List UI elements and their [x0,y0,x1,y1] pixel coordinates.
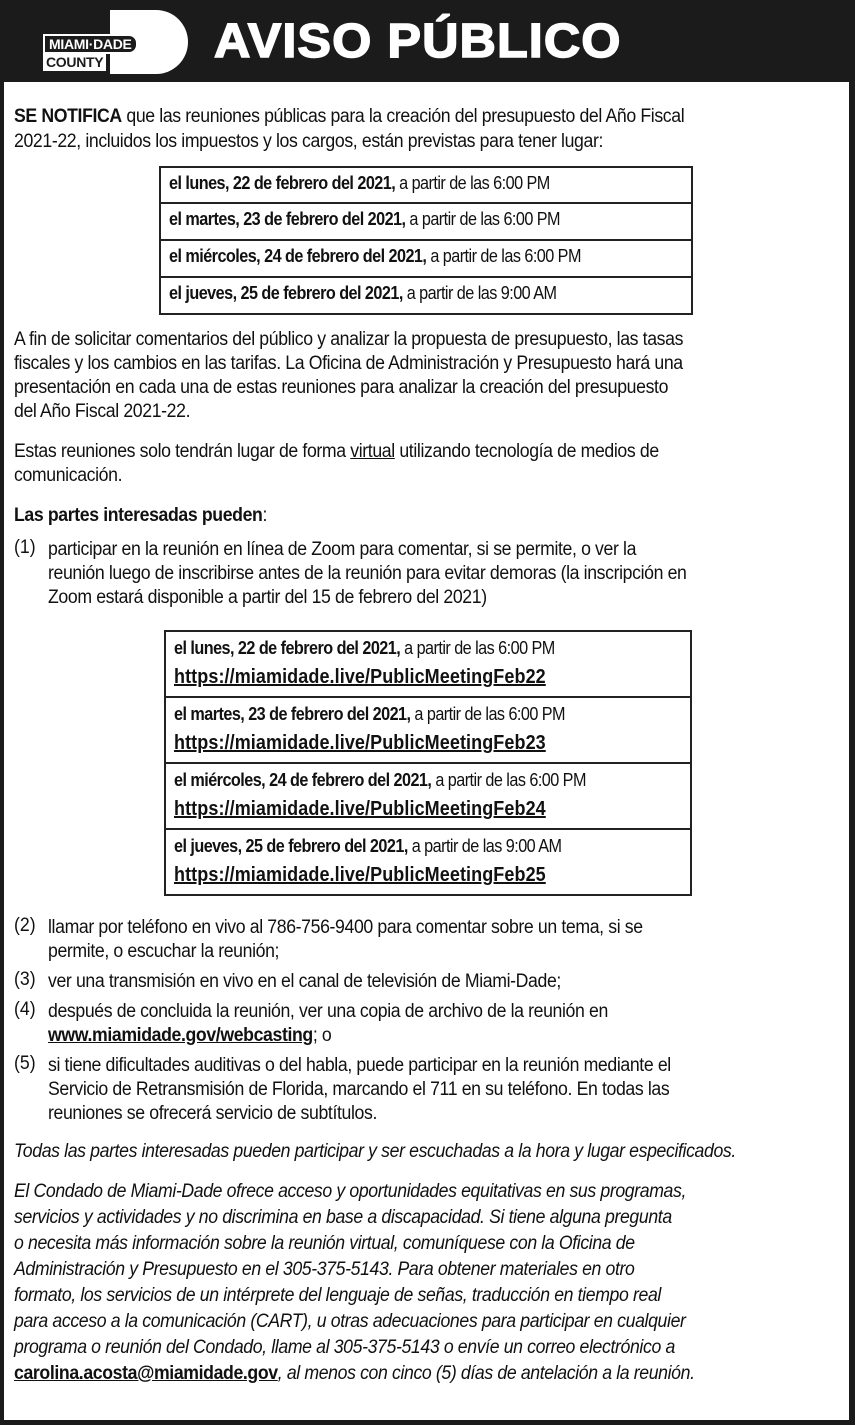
intro-line-1: SE NOTIFICA que las reuniones públicas para la creación del presupuesto del Año Fiscal [14,106,685,127]
option-number: (3) [14,969,36,990]
option-4-link-line: www.miamidade.gov/webcasting; o [48,1025,332,1046]
miami-dade-logo [40,10,190,74]
ada-line: programa o reunión del Condado, llame al 305-375-5143 o envíe un correo electrónico a [14,1337,675,1358]
zoom-link-row: el miércoles, 24 de febrero del 2021, a partir de las 6:00 PM https://miamidade.live/PublicMeetingFeb24 [166,764,690,830]
contact-email-link[interactable]: carolina.acosta@miamidade.gov [14,1363,278,1384]
ada-line: El Condado de Miami-Dade ofrece acceso y oportunidades equitativas en sus programas, [14,1181,687,1202]
schedule-table [159,166,693,315]
zoom-link-row: el jueves, 25 de febrero del 2021, a partir de las 9:00 AM https://miamidade.live/PublicMeetingFeb25 [174,836,562,886]
option-5-line: Servicio de Retransmisión de Florida, marcando el 711 en su teléfono. En todas las [48,1079,670,1100]
ada-line: o necesita más información sobre la reunión virtual, comuníquese con la Oficina de [14,1233,635,1254]
notice-body [4,82,849,1420]
intro-line-2: 2021-22, incluidos los impuestos y los cargos, están previstas para tener lugar: [14,131,604,152]
ada-line: Administración y Presupuesto en el 305-375-5143. Para obtener materiales en otro [14,1259,635,1280]
page-title: AVISO PÚBLICO [214,15,622,68]
option-number: (4) [14,999,36,1020]
schedule-row: el lunes, 22 de febrero del 2021, a partir de las 6:00 PM [161,168,691,204]
schedule-row: el miércoles, 24 de febrero del 2021, a partir de las 6:00 PM [161,241,691,278]
purpose-line: A fin de solicitar comentarios del público y analizar la propuesta de presupuesto, las tasas [14,329,684,350]
schedule-row: el jueves, 25 de febrero del 2021, a partir de las 9:00 AM [169,283,557,303]
intro-lead: SE NOTIFICA [14,106,122,127]
option-number: (2) [14,915,36,936]
zoom-link-row: el lunes, 22 de febrero del 2021, a partir de las 6:00 PM https://miamidade.live/PublicMeetingFeb22 [166,632,690,698]
options-heading: Las partes interesadas pueden: [14,505,268,526]
option-1-line: participar en la reunión en línea de Zoom para comentar, si se permite, o ver la [48,539,637,560]
option-2-line: permite, o escuchar la reunión; [48,941,280,962]
zoom-link-row: el martes, 23 de febrero del 2021, a partir de las 6:00 PM https://miamidade.live/PublicMeetingFeb23 [166,698,690,764]
ada-line: para acceso a la comunicación (CART), u otras adecuaciones para participar en cualquier [14,1311,686,1332]
purpose-line: del Año Fiscal 2021-22. [14,401,191,422]
ada-line: formato, los servicios de un intérprete del lenguaje de señas, traducción en tiempo real [14,1285,661,1306]
zoom-link-feb22[interactable]: https://miamidade.live/PublicMeetingFeb22 [174,666,546,688]
option-2-line: llamar por teléfono en vivo al 786-756-9400 para comentar sobre un tema, si se [48,917,643,938]
purpose-line: fiscales y los cambios en las tarifas. La Oficina de Administración y Presupuesto hará una [14,353,683,374]
schedule-row: el martes, 23 de febrero del 2021, a partir de las 6:00 PM [161,204,691,241]
zoom-links-table [164,630,692,896]
option-5-line: reuniones se ofrecerá servicio de subtítulos. [48,1103,378,1124]
zoom-link-feb24[interactable]: https://miamidade.live/PublicMeetingFeb24 [174,798,546,820]
option-number: (1) [14,537,36,558]
ada-last-line: carolina.acosta@miamidade.gov, al menos con cinco (5) días de antelación a la reunión. [14,1363,695,1384]
zoom-link-feb25[interactable]: https://miamidade.live/PublicMeetingFeb25 [174,864,546,886]
virtual-line-1: Estas reuniones solo tendrán lugar de forma virtual utilizando tecnología de medios de [14,441,659,462]
logo-text-miami-dade: MIAMI·DADE [43,34,138,54]
option-number: (5) [14,1053,36,1074]
option-4-line: después de concluida la reunión, ver una copia de archivo de la reunión en [48,1001,608,1022]
virtual-line-2: comunicación. [14,465,123,486]
all-parties-statement: Todas las partes interesadas pueden participar y ser escuchadas a la hora y lugar especificados. [14,1141,736,1162]
option-5-line: si tiene dificultades auditivas o del habla, puede participar en la reunión mediante el [48,1055,671,1076]
option-3-line: ver una transmisión en vivo en el canal de televisión de Miami-Dade; [48,971,561,992]
webcasting-link[interactable]: www.miamidade.gov/webcasting [48,1025,313,1046]
logo-text-county: COUNTY [43,54,106,71]
virtual-emphasis: virtual [350,441,395,462]
option-1-line: reunión luego de inscribirse antes de la reunión para evitar demoras (la inscripción en [48,563,687,584]
zoom-link-feb23[interactable]: https://miamidade.live/PublicMeetingFeb23 [174,732,546,754]
header-band [0,0,855,80]
option-1-line: Zoom estará disponible a partir del 15 de febrero del 2021) [48,587,487,608]
purpose-line: presentación en cada una de estas reuniones para analizar la creación del presupuesto [14,377,669,398]
ada-line: servicios y actividades y no discrimina en base a discapacidad. Si tiene alguna pregunta [14,1207,672,1228]
